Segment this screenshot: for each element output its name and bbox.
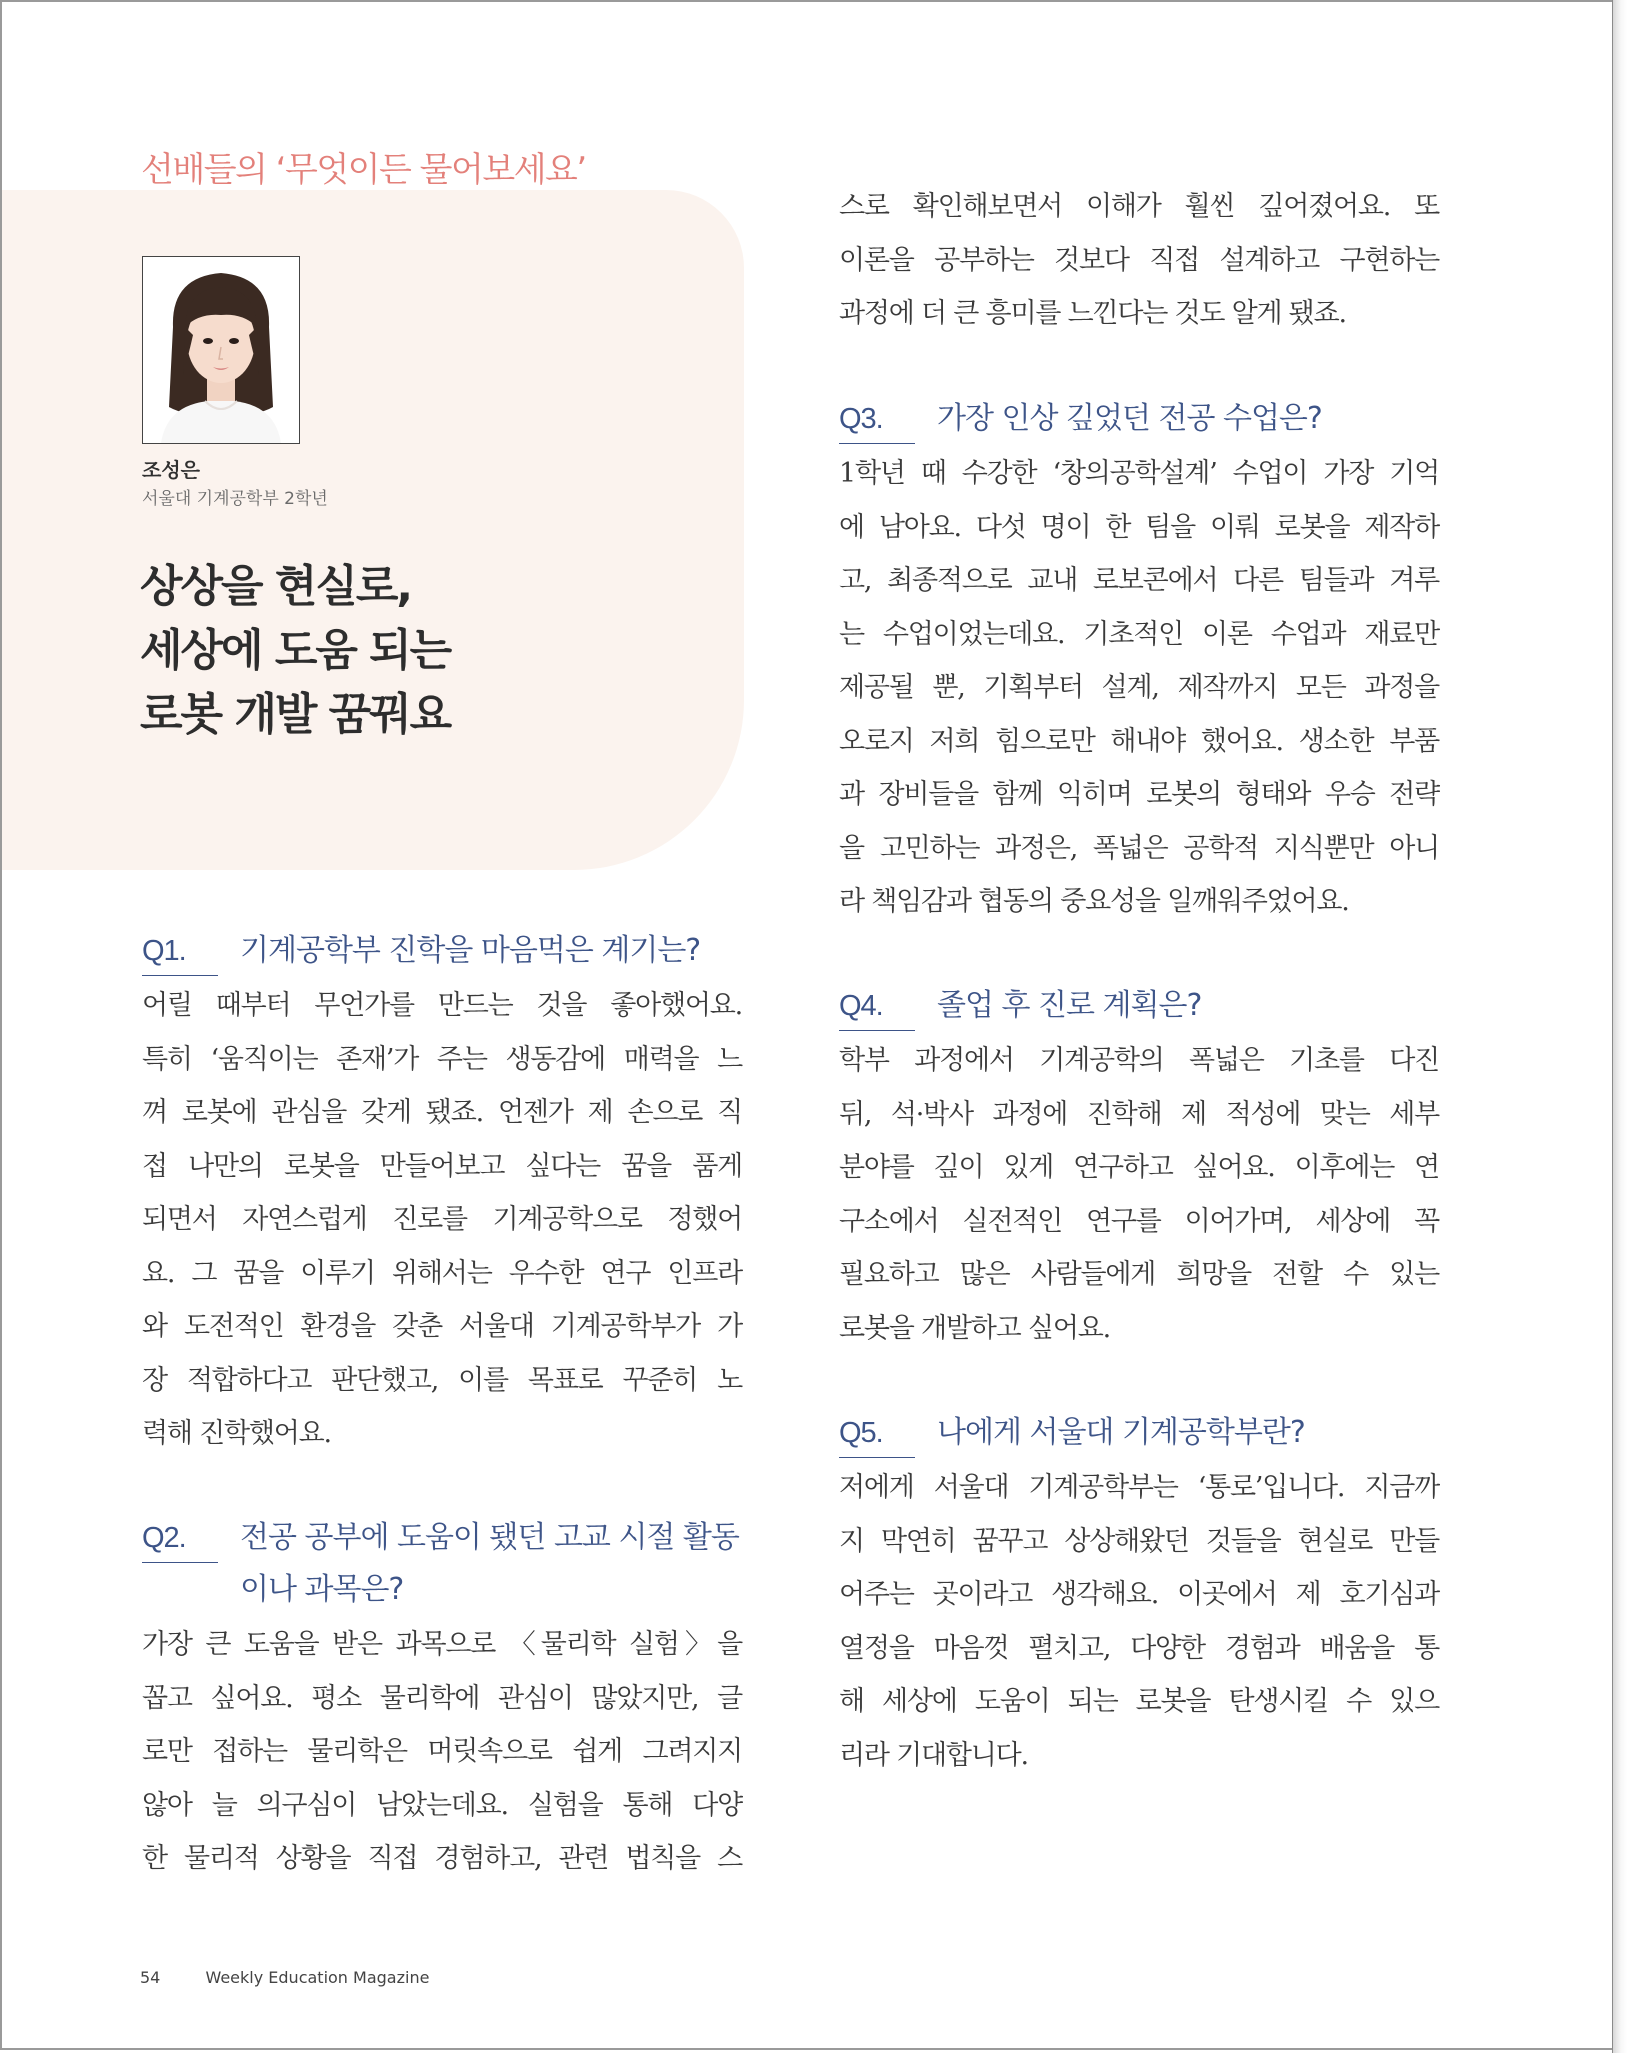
answer-line: 는 수업이었는데요. 기초적인 이론 수업과 재료만 xyxy=(839,618,1439,650)
question-text: 가장 인상 깊었던 전공 수업은? xyxy=(937,401,1322,436)
question-number: Q4. xyxy=(839,980,915,1031)
qa-block-2 xyxy=(142,1512,742,1886)
qa-continuation xyxy=(839,180,1439,341)
answer-line: 학부 과정에서 기계공학의 폭넓은 기초를 다진 xyxy=(839,1045,1439,1076)
answer-line: 지 막연히 꿈꾸고 상상해왔던 것들을 현실로 만들 xyxy=(839,1525,1439,1557)
header-background xyxy=(2,190,744,870)
answer-text xyxy=(839,180,1439,341)
answer-line: 뒤, 석·박사 과정에 진학해 제 적성에 맞는 세부 xyxy=(839,1098,1439,1130)
profile-affiliation: 서울대 기계공학부 2학년 xyxy=(142,489,328,509)
profile-name: 조성은 xyxy=(142,458,200,482)
answer-line: 저에게 서울대 기계공학부는 ‘통로’입니다. 지금까 xyxy=(839,1472,1439,1503)
answer-line: 어주는 곳이라고 생각해요. 이곳에서 제 호기심과 xyxy=(839,1579,1439,1610)
answer-line: 접 나만의 로봇을 만들어보고 싶다는 꿈을 품게 xyxy=(142,1150,742,1182)
answer-text xyxy=(839,1461,1439,1782)
question-text: 졸업 후 진로 계획은? xyxy=(937,988,1202,1023)
question-heading xyxy=(142,925,742,977)
headline xyxy=(140,555,450,747)
answer-line: 1학년 때 수강한 ‘창의공학설계’ 수업이 가장 기억 xyxy=(839,458,1439,489)
answer-line: 리라 기대합니다. xyxy=(839,1739,1028,1771)
answer-line: 에 남아요. 다섯 명이 한 팀을 이뤄 로봇을 제작하 xyxy=(839,511,1439,543)
question-heading xyxy=(839,393,1439,445)
question-text: 나에게 서울대 기계공학부란? xyxy=(937,1415,1305,1450)
answer-line: 열정을 마음껏 펼치고, 다양한 경험과 배움을 통 xyxy=(839,1632,1439,1664)
magazine-name: Weekly Education Magazine xyxy=(205,1968,430,1987)
page-number: 54 xyxy=(140,1968,161,1987)
answer-line: 제공될 뿐, 기획부터 설계, 제작까지 모든 과정을 xyxy=(839,672,1439,703)
answer-line: 이론을 공부하는 것보다 직접 설계하고 구현하는 xyxy=(839,244,1439,276)
answer-line: 껴 로봇에 관심을 갖게 됐죠. 언젠가 제 손으로 직 xyxy=(142,1097,742,1128)
answer-line: 한 물리적 상황을 직접 경험하고, 관련 법칙을 스 xyxy=(142,1843,742,1874)
answer-line: 고, 최종적으로 교내 로보콘에서 다른 팀들과 겨루 xyxy=(839,565,1439,596)
question-number: Q3. xyxy=(839,393,915,444)
answer-line: 과정에 더 큰 흥미를 느낀다는 것도 알게 됐죠. xyxy=(839,298,1346,329)
answer-line: 을 고민하는 과정은, 폭넓은 공학적 지식뿐만 아니 xyxy=(839,832,1439,864)
answer-line: 요. 그 꿈을 이루기 위해서는 우수한 연구 인프라 xyxy=(142,1257,742,1289)
page-footer xyxy=(140,1968,469,1987)
qa-block-1 xyxy=(142,925,742,1461)
qa-block-3 xyxy=(839,393,1439,929)
section-title: 선배들의 ‘무엇이든 물어보세요’ xyxy=(141,150,586,190)
answer-text xyxy=(142,1618,742,1886)
answer-line: 필요하고 많은 사람들에게 희망을 전할 수 있는 xyxy=(839,1259,1439,1290)
question-number: Q1. xyxy=(142,925,218,976)
answer-line: 구소에서 실전적인 연구를 이어가며, 세상에 꼭 xyxy=(839,1205,1439,1237)
headline-line: 상상을 현실로, xyxy=(140,561,412,612)
answer-line: 오로지 저희 힘으로만 해내야 했어요. 생소한 부품 xyxy=(839,725,1439,757)
question-heading xyxy=(142,1512,742,1616)
headline-line: 로봇 개발 꿈꿔요 xyxy=(140,689,451,740)
answer-line: 력해 진학했어요. xyxy=(142,1418,331,1449)
answer-line: 와 도전적인 환경을 갖춘 서울대 기계공학부가 가 xyxy=(142,1311,742,1342)
answer-text xyxy=(142,979,742,1461)
question-heading xyxy=(839,980,1439,1032)
answer-line: 라 책임감과 협동의 중요성을 일깨워주었어요. xyxy=(839,886,1349,917)
question-heading xyxy=(839,1407,1439,1459)
answer-line: 꼽고 싶어요. 평소 물리학에 관심이 많았지만, 글 xyxy=(142,1682,742,1714)
qa-block-5 xyxy=(839,1407,1439,1782)
answer-line: 스로 확인해보면서 이해가 훨씬 깊어졌어요. 또 xyxy=(839,191,1439,222)
headline-line: 세상에 도움 되는 xyxy=(140,625,451,676)
answer-line: 않아 늘 의구심이 남았는데요. 실험을 통해 다양 xyxy=(142,1789,742,1821)
answer-line: 과 장비들을 함께 익히며 로봇의 형태와 우승 전략 xyxy=(839,779,1439,810)
answer-line: 특히 ‘움직이는 존재’가 주는 생동감에 매력을 느 xyxy=(142,1043,742,1075)
answer-line: 해 세상에 도움이 되는 로봇을 탄생시킬 수 있으 xyxy=(839,1686,1439,1717)
answer-line: 어릴 때부터 무언가를 만드는 것을 좋아했어요. xyxy=(142,990,742,1021)
answer-text xyxy=(839,1034,1439,1355)
answer-line: 로만 접하는 물리학은 머릿속으로 쉽게 그려지지 xyxy=(142,1736,742,1767)
answer-line: 로봇을 개발하고 싶어요. xyxy=(839,1312,1110,1344)
question-number: Q2. xyxy=(142,1512,218,1563)
question-text: 전공 공부에 도움이 됐던 고교 시절 활동이나 과목은? xyxy=(240,1520,739,1607)
profile-photo xyxy=(142,256,300,444)
answer-line: 장 적합하다고 판단했고, 이를 목표로 꾸준히 노 xyxy=(142,1364,742,1396)
answer-line: 되면서 자연스럽게 진로를 기계공학으로 정했어 xyxy=(142,1204,742,1235)
answer-line: 가장 큰 도움을 받은 과목으로 〈물리학 실험〉을 xyxy=(142,1629,742,1660)
answer-text xyxy=(839,447,1439,929)
answer-line: 분야를 깊이 있게 연구하고 싶어요. 이후에는 연 xyxy=(839,1152,1439,1183)
question-number: Q5. xyxy=(839,1407,915,1458)
qa-block-4 xyxy=(839,980,1439,1355)
question-text: 기계공학부 진학을 마음먹은 계기는? xyxy=(240,933,701,968)
page-edge xyxy=(1612,0,1631,2053)
